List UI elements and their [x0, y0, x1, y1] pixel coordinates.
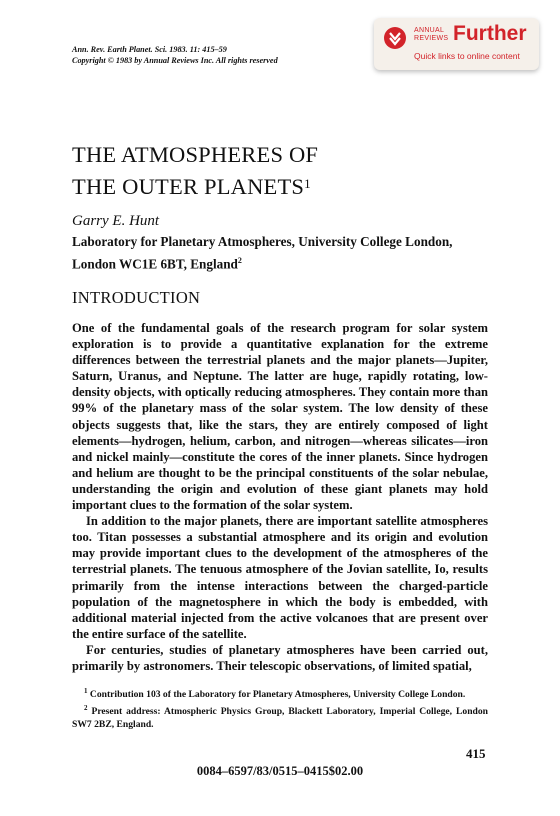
- author-name: Garry E. Hunt: [72, 213, 160, 229]
- page-number: 415: [466, 746, 486, 761]
- title-line-1: THE ATMOSPHERES OF: [72, 142, 319, 167]
- paragraph-3: For centuries, studies of planetary atmospheres have been carried out, primarily by astronomers. Their telescopic observations, of limited spatial,: [72, 642, 488, 673]
- further-brand-small: [414, 27, 448, 43]
- citation-line-2: Copyright © 1983 by Annual Reviews Inc. All rights reserved: [72, 56, 278, 65]
- footnote-1-mark: 1: [84, 687, 88, 695]
- section-heading: INTRODUCTION: [72, 288, 201, 307]
- author-affiliation: [72, 232, 492, 273]
- paragraph-2: In addition to the major planets, there are important satellite atmospheres too. Titan possesses a substantial atmosphere and its origin and evolution may provide important clues to the development of the atmospheres of the terrestrial planets. The tenuous atmosphere of the Jovian satellite, Io, results primarily from the intense interactions between the charged-particle population of the magnetosphere in which the body is embedded, with additional material injected from the active volcanoes that are present over the entire surface of the satellite.: [72, 514, 488, 641]
- citation-line-1: Ann. Rev. Earth Planet. Sci. 1983. 11: 415–59: [72, 45, 227, 54]
- price-code-line: 0084–6597/83/0515–0415$02.00: [196, 764, 364, 778]
- footnote-1-text: Contribution 103 of the Laboratory for Planetary Atmospheres, University College London.: [89, 689, 466, 701]
- affiliation-line-2-text: London WC1E 6BT, England: [72, 256, 238, 272]
- footnotes: [72, 685, 488, 732]
- affiliation-line-2: [72, 251, 492, 273]
- affiliation-line-1: Laboratory for Planetary Atmospheres, University College London,: [72, 234, 453, 249]
- further-label: Further: [453, 22, 527, 45]
- footnote-1: [72, 685, 488, 702]
- further-badge[interactable]: [374, 18, 539, 70]
- title-line-2: THE OUTER PLANETS: [72, 174, 305, 199]
- footnote-2: [72, 702, 488, 732]
- body-text: [72, 320, 488, 674]
- further-small-line-2: REVIEWS: [414, 35, 449, 42]
- footnote-2-text: Present address: Atmospheric Physics Group, Blackett Laboratory, Imperial College, London SW7 2BZ, England.: [72, 705, 488, 731]
- annual-reviews-logo-icon: [384, 27, 406, 49]
- affiliation-footnote-mark[interactable]: 2: [237, 256, 242, 265]
- further-subtitle: Quick links to online content: [414, 51, 520, 61]
- journal-citation: [72, 44, 278, 66]
- footnote-2-mark: 2: [84, 703, 88, 712]
- paragraph-1: One of the fundamental goals of the research program for solar system exploration is to provide a quantitative explanation for the extreme differences between the terrestrial planets and the major planets—Jupiter, Saturn, Uranus, and Neptune. The latter are huge, rapidly rotating, low-density objects, with optically reducing atmospheres. They contain more than 99% of the planetary mass of the solar system. The low density of these objects suggests that, like the stars, they are entirely composed of light elements—hydrogen, helium, carbon, and nitrogen—whereas silicates—iron and nickel mainly—constitute the cores of the inner planets. Since hydrogen and helium are thought to be the principal constituents of the solar nebulae, understanding the origin and evolution of these giant planets may hold important clues to the formation of the solar system.: [72, 321, 488, 513]
- title-footnote-mark[interactable]: 1: [304, 176, 311, 191]
- article-title: [72, 140, 318, 201]
- further-small-line-1: ANNUAL: [414, 27, 445, 34]
